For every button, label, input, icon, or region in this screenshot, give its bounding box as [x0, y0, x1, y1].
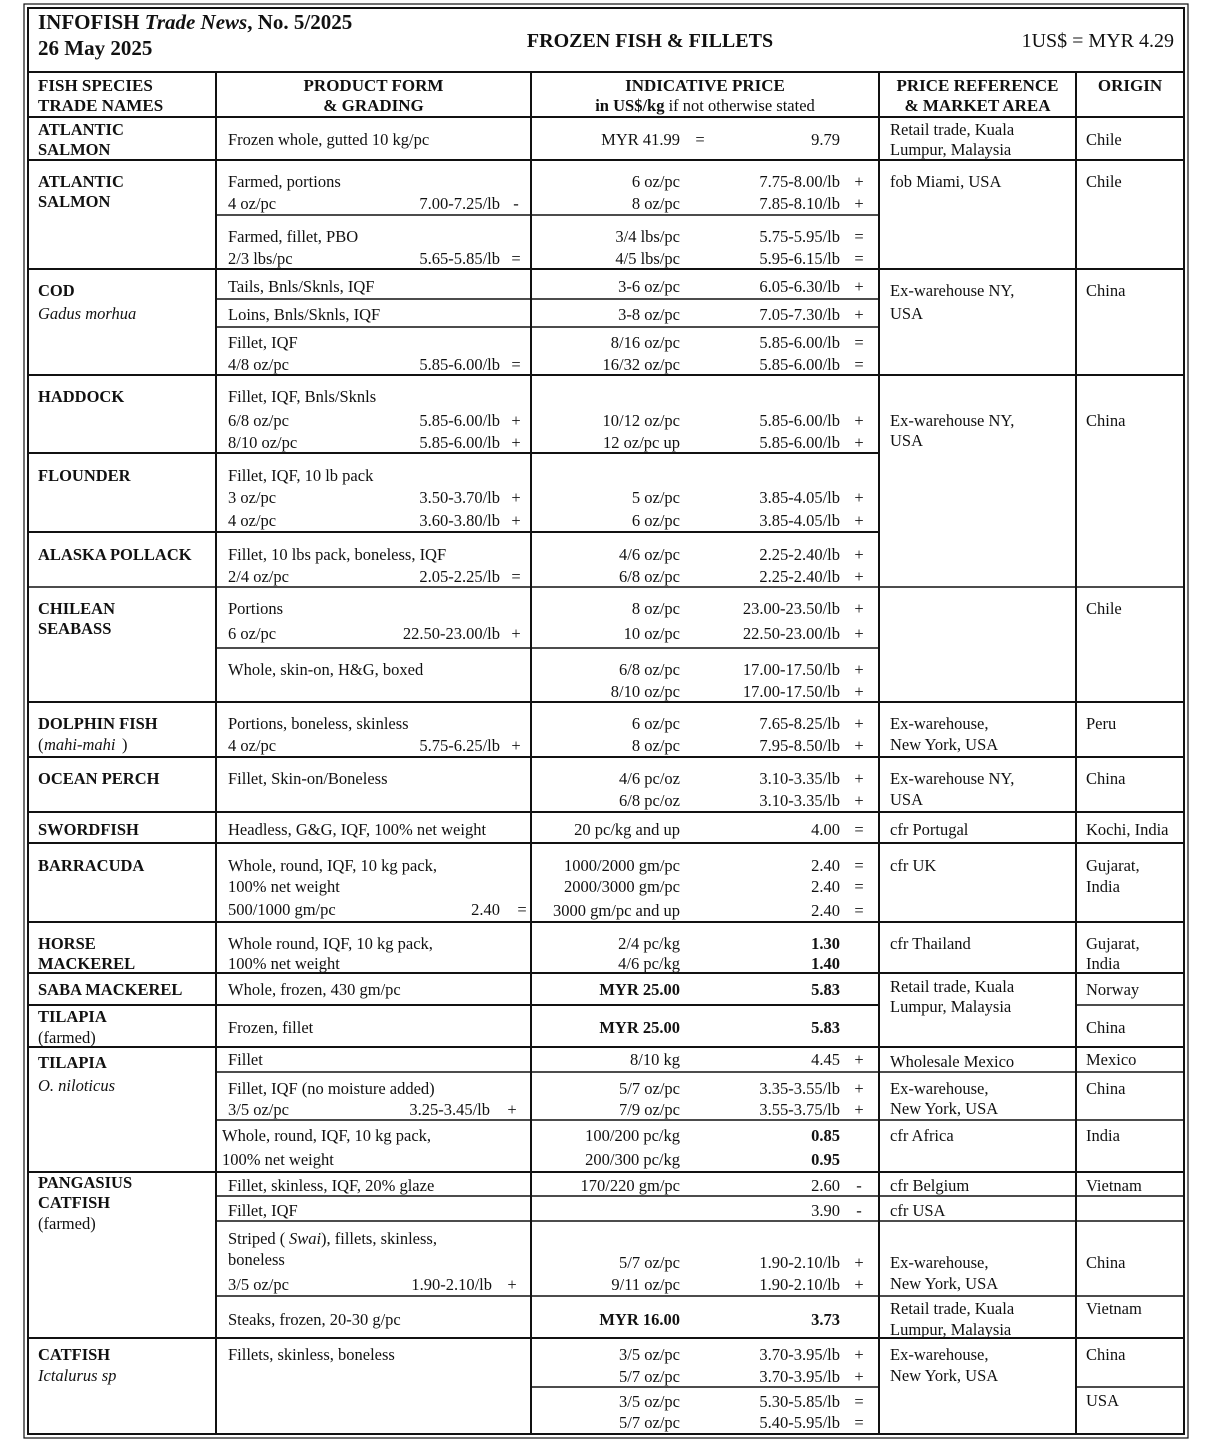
- table-cell: 3.70-3.95/lb: [759, 1367, 840, 1386]
- table-cell: 6/8 oz/pc: [619, 660, 680, 679]
- table-cell: +: [511, 624, 521, 643]
- table-cell: 3/5 oz/pc: [619, 1345, 680, 1364]
- table-cell: -: [856, 1201, 862, 1220]
- table-cell: 5/7 oz/pc: [619, 1413, 680, 1432]
- table-cell: 6 oz/pc: [631, 714, 680, 733]
- table-cell: 2.25-2.40/lb: [759, 567, 840, 586]
- table-cell: Fillet, IQF, 10 lb pack: [228, 466, 374, 485]
- table-cell: 3.85-4.05/lb: [759, 511, 840, 530]
- table-cell: Steaks, frozen, 20-30 g/pc: [228, 1310, 401, 1329]
- table-cell: 5.95-6.15/lb: [759, 249, 840, 268]
- table-cell: +: [854, 714, 864, 733]
- table-cell: DOLPHIN FISH: [38, 714, 158, 733]
- table-cell: USA: [1086, 1391, 1120, 1410]
- table-cell: 3.55-3.75/lb: [759, 1100, 840, 1119]
- table-cell: 7.85-8.10/lb: [759, 194, 840, 213]
- table-cell: +: [854, 736, 864, 755]
- table-cell: HADDOCK: [38, 387, 125, 406]
- table-cell: 10 oz/pc: [623, 624, 680, 643]
- table-cell: New York, USA: [890, 735, 999, 754]
- table-cell: +: [854, 791, 864, 810]
- table-cell: TILAPIA: [38, 1053, 107, 1072]
- table-cell: Vietnam: [1086, 1299, 1142, 1318]
- table-cell: +: [511, 488, 521, 507]
- table-cell: Gujarat,: [1086, 856, 1140, 875]
- table-cell: +: [854, 194, 864, 213]
- table-cell: Tails, Bnls/Sknls, IQF: [228, 277, 375, 296]
- col-header-species: FISH SPECIES: [38, 76, 153, 95]
- table-cell: Ex-warehouse NY,: [890, 281, 1015, 300]
- table-cell: 7/9 oz/pc: [619, 1100, 680, 1119]
- table-cell: 7.05-7.30/lb: [759, 305, 840, 324]
- col-header-market-area: & MARKET AREA: [904, 96, 1051, 115]
- table-cell: ATLANTIC: [38, 120, 124, 139]
- table-cell: COD: [38, 281, 75, 300]
- table-cell: 3.85-4.05/lb: [759, 488, 840, 507]
- table-cell: 3000 gm/pc and up: [553, 901, 680, 920]
- table-cell: cfr Portugal: [890, 820, 969, 839]
- table-cell: 5.75-5.95/lb: [759, 227, 840, 246]
- table-cell: 100/200 pc/kg: [585, 1126, 680, 1145]
- table-cell: Gujarat,: [1086, 934, 1140, 953]
- table-cell: 6/8 oz/pc: [228, 411, 289, 430]
- table-cell: 0.85: [811, 1126, 840, 1145]
- table-cell: +: [854, 567, 864, 586]
- table-cell: ): [122, 735, 128, 754]
- table-cell: cfr USA: [890, 1201, 946, 1220]
- table-cell: 5/7 oz/pc: [619, 1253, 680, 1272]
- table-cell: Lumpur, Malaysia: [890, 140, 1012, 159]
- publication-line: [38, 10, 352, 34]
- table-cell: FLOUNDER: [38, 466, 131, 485]
- table-cell: 5.85-6.00/lb: [419, 433, 500, 452]
- table-cell: 2/4 pc/kg: [618, 934, 680, 953]
- table-cell: 3/5 oz/pc: [619, 1392, 680, 1411]
- table-cell: =: [854, 820, 864, 839]
- table-cell: Chile: [1086, 599, 1122, 618]
- table-cell: China: [1086, 1079, 1126, 1098]
- table-cell: 500/1000 gm/pc: [228, 900, 336, 919]
- table-cell: 3.90: [811, 1201, 840, 1220]
- table-cell: Whole, round, IQF, 10 kg pack,: [222, 1126, 432, 1145]
- table-cell: Fillet, 10 lbs pack, boneless, IQF: [228, 545, 447, 564]
- table-cell: 3/5 oz/pc: [228, 1275, 289, 1294]
- table-cell: 3.60-3.80/lb: [419, 511, 500, 530]
- table-cell: Wholesale Mexico: [890, 1052, 1015, 1071]
- table-cell: cfr UK: [890, 856, 937, 875]
- table-cell: +: [854, 1253, 864, 1272]
- table-cell: +: [854, 411, 864, 430]
- table-cell: 8/10 oz/pc: [610, 682, 680, 701]
- table-cell: OCEAN PERCH: [38, 769, 160, 788]
- table-cell: 4/6 oz/pc: [619, 545, 680, 564]
- table-cell: cfr Thailand: [890, 934, 971, 953]
- table-cell: +: [854, 511, 864, 530]
- table-cell: SABA MACKEREL: [38, 980, 183, 999]
- table-cell: 2.40: [811, 877, 840, 896]
- table-cell: Lumpur, Malaysia: [890, 997, 1012, 1016]
- table-cell: 6 oz/pc: [631, 511, 680, 530]
- table-cell: 6 oz/pc: [228, 624, 277, 643]
- table-cell: 5.30-5.85/lb: [759, 1392, 840, 1411]
- table-cell: Mexico: [1086, 1050, 1137, 1069]
- table-cell: 5.40-5.95/lb: [759, 1413, 840, 1432]
- table-cell: +: [854, 277, 864, 296]
- table-cell: +: [854, 1079, 864, 1098]
- table-cell: 7.65-8.25/lb: [759, 714, 840, 733]
- table-cell: +: [511, 511, 521, 530]
- table-cell: =: [511, 249, 521, 268]
- table-cell: Kochi, India: [1086, 820, 1169, 839]
- table-cell: =: [854, 355, 864, 374]
- table-cell: 100% net weight: [228, 954, 340, 973]
- table-cell: India: [1086, 954, 1120, 973]
- table-cell: ALASKA POLLACK: [38, 545, 192, 564]
- table-cell: Farmed, fillet, PBO: [228, 227, 359, 246]
- section-title: FROZEN FISH & FILLETS: [526, 30, 774, 52]
- table-cell: 4/6 pc/oz: [619, 769, 680, 788]
- table-cell: (farmed): [38, 1028, 96, 1047]
- table-cell: Fillet, IQF: [228, 333, 298, 352]
- table-cell: ATLANTIC: [38, 172, 124, 191]
- table-cell: 3-8 oz/pc: [618, 305, 680, 324]
- table-cell: 8 oz/pc: [631, 736, 680, 755]
- table-cell: 3.50-3.70/lb: [419, 488, 500, 507]
- table-cell: SALMON: [38, 140, 111, 159]
- table-cell: +: [854, 172, 864, 191]
- table-cell: 5.85-6.00/lb: [759, 355, 840, 374]
- table-cell: +: [854, 433, 864, 452]
- table-cell: fob Miami, USA: [890, 172, 1002, 191]
- table-cell: 5 oz/pc: [631, 488, 680, 507]
- col-header-product-form: PRODUCT FORM: [303, 76, 444, 95]
- table-cell: 1000/2000 gm/pc: [564, 856, 680, 875]
- price-unit-bold: in US$/kg: [595, 96, 665, 115]
- table-cell: Ictalurus sp: [38, 1366, 117, 1385]
- table-cell: Fillets, skinless, boneless: [228, 1345, 395, 1364]
- table-cell: cfr Africa: [890, 1126, 954, 1145]
- table-cell: MYR 41.99: [601, 130, 680, 149]
- table-cell: 2/3 lbs/pc: [228, 249, 293, 268]
- table-cell: =: [854, 901, 864, 920]
- table-cell: Whole, skin-on, H&G, boxed: [228, 660, 424, 679]
- table-cell: boneless: [228, 1250, 285, 1269]
- table-cell: O. niloticus: [38, 1076, 115, 1095]
- table-cell: 5.85-6.00/lb: [759, 411, 840, 430]
- table-cell: 17.00-17.50/lb: [742, 682, 840, 701]
- table-cell: Headless, G&G, IQF, 100% net weight: [228, 820, 487, 839]
- table-cell: 7.00-7.25/lb: [419, 194, 500, 213]
- table-cell: =: [854, 856, 864, 875]
- exchange-rate: 1US$ = MYR 4.29: [1021, 30, 1174, 52]
- table-cell: 8/16 oz/pc: [610, 333, 680, 352]
- table-cell: PANGASIUS: [38, 1173, 133, 1192]
- table-cell: 4/5 lbs/pc: [615, 249, 680, 268]
- table-cell: Chile: [1086, 130, 1122, 149]
- table-cell: +: [854, 1345, 864, 1364]
- table-cell: 12 oz/pc up: [603, 433, 680, 452]
- table-cell: New York, USA: [890, 1099, 999, 1118]
- issue-date: 26 May 2025: [38, 36, 153, 60]
- table-cell: China: [1086, 1345, 1126, 1364]
- table-cell: 2.40: [471, 900, 500, 919]
- table-cell: 100% net weight: [222, 1150, 334, 1169]
- table-cell: +: [854, 599, 864, 618]
- table-cell: +: [511, 433, 521, 452]
- table-cell: 22.50-23.00/lb: [402, 624, 500, 643]
- table-cell: 4.00: [811, 820, 840, 839]
- table-cell: 4 oz/pc: [228, 736, 277, 755]
- col-header-price-unit: [531, 96, 879, 116]
- table-cell: Retail trade, Kuala: [890, 120, 1015, 139]
- table-cell: mahi-mahi: [44, 735, 116, 754]
- table-cell: 9/11 oz/pc: [611, 1275, 680, 1294]
- table-cell: Farmed, portions: [228, 172, 341, 191]
- table-cell: +: [854, 624, 864, 643]
- table-cell: 100% net weight: [228, 877, 340, 896]
- table-cell: 5.75-6.25/lb: [419, 736, 500, 755]
- table-cell: 1.30: [811, 934, 840, 953]
- table-cell: Fillet, IQF (no moisture added): [228, 1079, 435, 1098]
- table-cell: BARRACUDA: [38, 856, 145, 875]
- table-cell: =: [511, 355, 521, 374]
- table-cell: Loins, Bnls/Sknls, IQF: [228, 305, 381, 324]
- table-cell: 6 oz/pc: [631, 172, 680, 191]
- table-cell: 4/8 oz/pc: [228, 355, 289, 374]
- table-cell: Striped (: [228, 1229, 286, 1248]
- table-cell: 3.25-3.45/lb: [409, 1100, 490, 1119]
- table-cell: 8 oz/pc: [631, 194, 680, 213]
- table-cell: Peru: [1086, 714, 1117, 733]
- table-cell: 1.90-2.10/lb: [759, 1275, 840, 1294]
- table-cell: 4/6 pc/kg: [618, 954, 680, 973]
- table-cell: MYR 16.00: [599, 1310, 680, 1329]
- table-cell: 3.73: [811, 1310, 840, 1329]
- table-cell: Retail trade, Kuala: [890, 977, 1015, 996]
- table-cell: -: [513, 194, 519, 213]
- table-cell: 4.45: [811, 1050, 840, 1069]
- table-cell: +: [507, 1275, 517, 1294]
- table-cell: USA: [890, 304, 924, 323]
- table-cell: Portions, boneless, skinless: [228, 714, 409, 733]
- table-cell: 3/5 oz/pc: [228, 1100, 289, 1119]
- table-cell: USA: [890, 431, 924, 450]
- table-cell: 5.65-5.85/lb: [419, 249, 500, 268]
- table-cell: MYR 25.00: [599, 980, 680, 999]
- table-cell: +: [511, 736, 521, 755]
- table-cell: 2000/3000 gm/pc: [564, 877, 680, 896]
- table-cell: China: [1086, 411, 1126, 430]
- table-cell: =: [854, 249, 864, 268]
- table-cell: USA: [890, 790, 924, 809]
- table-cell: =: [511, 567, 521, 586]
- table-cell: China: [1086, 769, 1126, 788]
- table-cell: 2.60: [811, 1176, 840, 1195]
- col-header-price-reference: PRICE REFERENCE: [896, 76, 1059, 95]
- table-cell: +: [854, 305, 864, 324]
- table-cell: 10/12 oz/pc: [602, 411, 680, 430]
- table-cell: Ex-warehouse,: [890, 714, 989, 733]
- table-cell: Whole, frozen, 430 gm/pc: [228, 980, 401, 999]
- table-cell: 7.95-8.50/lb: [759, 736, 840, 755]
- table-cell: 3.10-3.35/lb: [759, 769, 840, 788]
- table-cell: Norway: [1086, 980, 1140, 999]
- table-cell: +: [854, 1050, 864, 1069]
- table-cell: ), fillets, skinless,: [321, 1229, 437, 1248]
- table-cell: Whole, round, IQF, 10 kg pack,: [228, 856, 438, 875]
- table-cell: 4 oz/pc: [228, 194, 277, 213]
- table-cell: =: [854, 333, 864, 352]
- table-cell: +: [511, 411, 521, 430]
- table-cell: =: [854, 1392, 864, 1411]
- table-cell: 5.83: [811, 1018, 840, 1037]
- table-cell: 8/10 oz/pc: [228, 433, 298, 452]
- table-cell: =: [854, 1413, 864, 1432]
- table-cell: 23.00-23.50/lb: [742, 599, 840, 618]
- table-cell: -: [856, 1176, 862, 1195]
- table-cell: (farmed): [38, 1214, 96, 1233]
- table-cell: HORSE: [38, 934, 96, 953]
- publication-name: Trade News: [144, 10, 248, 34]
- table-cell: China: [1086, 1253, 1126, 1272]
- table-cell: +: [854, 682, 864, 701]
- table-cell: 16/32 oz/pc: [602, 355, 680, 374]
- table-cell: 2.40: [811, 901, 840, 920]
- table-cell: Frozen, fillet: [228, 1018, 314, 1037]
- table-cell: 5/7 oz/pc: [619, 1367, 680, 1386]
- table-cell: 6/8 pc/oz: [619, 791, 680, 810]
- table-cell: 20 pc/kg and up: [574, 820, 680, 839]
- table-cell: 3-6 oz/pc: [618, 277, 680, 296]
- table-cell: +: [854, 1367, 864, 1386]
- table-cell: MYR 25.00: [599, 1018, 680, 1037]
- table-cell: (: [38, 735, 44, 754]
- table-cell: =: [517, 900, 527, 919]
- table-cell: 0.95: [811, 1150, 840, 1169]
- table-cell: 1.90-2.10/lb: [759, 1253, 840, 1272]
- table-cell: Ex-warehouse,: [890, 1345, 989, 1364]
- table-cell: Vietnam: [1086, 1176, 1142, 1195]
- table-cell: 5.85-6.00/lb: [419, 411, 500, 430]
- table-cell: +: [854, 1275, 864, 1294]
- col-header-grading: & GRADING: [323, 96, 424, 115]
- col-header-origin: ORIGIN: [1097, 76, 1163, 95]
- table-cell: 2.40: [811, 856, 840, 875]
- table-cell: India: [1086, 877, 1120, 896]
- table-cell: 2.25-2.40/lb: [759, 545, 840, 564]
- table-cell: MACKEREL: [38, 954, 136, 973]
- table-cell: 3.35-3.55/lb: [759, 1079, 840, 1098]
- table-cell: Lumpur, Malaysia: [890, 1320, 1012, 1339]
- table-cell: 170/220 gm/pc: [580, 1176, 680, 1195]
- price-unit-note: if not otherwise stated: [664, 96, 815, 115]
- table-cell: 200/300 pc/kg: [585, 1150, 680, 1169]
- table-cell: SALMON: [38, 192, 111, 211]
- table-cell: 5/7 oz/pc: [619, 1079, 680, 1098]
- table-cell: Ex-warehouse NY,: [890, 411, 1015, 430]
- table-cell: 5.85-6.00/lb: [759, 333, 840, 352]
- table-cell: 5.85-6.00/lb: [759, 433, 840, 452]
- table-cell: 9.79: [811, 130, 840, 149]
- table-cell: 3 oz/pc: [228, 488, 277, 507]
- table-cell: =: [854, 227, 864, 246]
- table-cell: 3.10-3.35/lb: [759, 791, 840, 810]
- table-cell: Fillet, IQF, Bnls/Sknls: [228, 387, 377, 406]
- table-cell: 17.00-17.50/lb: [742, 660, 840, 679]
- table-cell: 5.85-6.00/lb: [419, 355, 500, 374]
- table-cell: 1.40: [811, 954, 840, 973]
- table-cell: 5.83: [811, 980, 840, 999]
- table-cell: New York, USA: [890, 1366, 999, 1385]
- table-cell: Fillet, Skin-on/Boneless: [228, 769, 388, 788]
- table-cell: +: [507, 1100, 517, 1119]
- table-cell: 2/4 oz/pc: [228, 567, 289, 586]
- table-cell: 22.50-23.00/lb: [742, 624, 840, 643]
- table-cell: +: [854, 488, 864, 507]
- table-cell: 3.70-3.95/lb: [759, 1345, 840, 1364]
- table-cell: Fillet: [228, 1050, 263, 1069]
- table-cell: Ex-warehouse,: [890, 1253, 989, 1272]
- issue-number: , No. 5/2025: [247, 10, 353, 34]
- publisher: INFOFISH: [38, 10, 140, 34]
- table-cell: CHILEAN: [38, 599, 116, 618]
- table-cell: 8 oz/pc: [631, 599, 680, 618]
- table-cell: China: [1086, 1018, 1126, 1037]
- table-cell: CATFISH: [38, 1345, 111, 1364]
- table-cell: 8/10 kg: [630, 1050, 680, 1069]
- table-cell: 1.90-2.10/lb: [411, 1275, 492, 1294]
- table-cell: =: [695, 130, 705, 149]
- table-cell: Ex-warehouse,: [890, 1079, 989, 1098]
- table-cell: New York, USA: [890, 1274, 999, 1293]
- table-cell: +: [854, 545, 864, 564]
- table-cell: Gadus morhua: [38, 304, 137, 323]
- table-cell: SEABASS: [38, 619, 112, 638]
- table-cell: Fillet, skinless, IQF, 20% glaze: [228, 1176, 435, 1195]
- table-cell: Chile: [1086, 172, 1122, 191]
- table-cell: CATFISH: [38, 1193, 111, 1212]
- col-header-trade-names: TRADE NAMES: [38, 96, 164, 115]
- table-cell: Swai: [289, 1229, 322, 1248]
- table-cell: 2.05-2.25/lb: [419, 567, 500, 586]
- table-cell: 4 oz/pc: [228, 511, 277, 530]
- table-cell: =: [854, 877, 864, 896]
- table-cell: 6/8 oz/pc: [619, 567, 680, 586]
- table-cell: 6.05-6.30/lb: [759, 277, 840, 296]
- table-cell: India: [1086, 1126, 1120, 1145]
- table-cell: 7.75-8.00/lb: [759, 172, 840, 191]
- col-header-indicative-price: INDICATIVE PRICE: [625, 76, 785, 95]
- table-cell: Retail trade, Kuala: [890, 1299, 1015, 1318]
- table-cell: +: [854, 660, 864, 679]
- table-cell: cfr Belgium: [890, 1176, 970, 1195]
- table-cell: Fillet, IQF: [228, 1201, 298, 1220]
- table-cell: Frozen whole, gutted 10 kg/pc: [228, 130, 430, 149]
- table-cell: +: [854, 769, 864, 788]
- table-cell: +: [854, 1100, 864, 1119]
- table-cell: Whole round, IQF, 10 kg pack,: [228, 934, 433, 953]
- table-cell: 3/4 lbs/pc: [615, 227, 680, 246]
- table-cell: China: [1086, 281, 1126, 300]
- table-cell: Portions: [228, 599, 284, 618]
- table-cell: SWORDFISH: [38, 820, 139, 839]
- table-cell: TILAPIA: [38, 1007, 107, 1026]
- table-cell: Ex-warehouse NY,: [890, 769, 1015, 788]
